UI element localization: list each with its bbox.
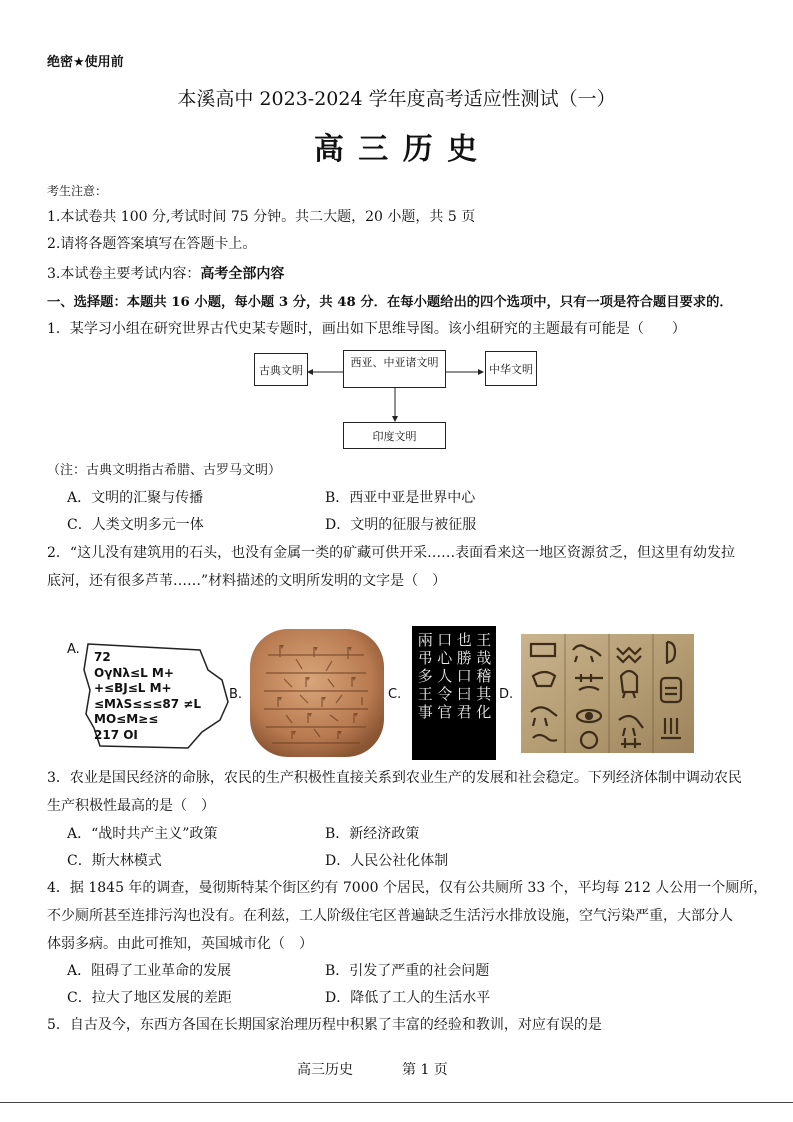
- q1-stem: 1．某学习小组在研究世界古代史某专题时，画出如下思维导图。该小组研究的主题最有可能是（ ）: [47, 321, 686, 337]
- notice-line-3-prefix: 3.本试卷主要考试内容：: [47, 266, 201, 282]
- section-heading: 一、选择题：本题共 16 小题，每小题 3 分，共 48 分．在每小题给出的四个选项中，只有一项是符合题目要求的．: [47, 295, 733, 310]
- q2-image-a-line: ≤MλS≤≤≤87 ≠L: [94, 696, 201, 711]
- footer-page-number: 第 1 页: [402, 1062, 448, 1078]
- q1-note: （注：古典文明指古希腊、古罗马文明）: [47, 463, 282, 478]
- q1-option-a: A．文明的汇聚与传播: [67, 490, 204, 506]
- q4-option-d: D．降低了工人的生活水平: [325, 990, 491, 1006]
- diagram-box-classical: 古典文明: [254, 353, 308, 386]
- notice-line-3-bold: 高考全部内容: [200, 266, 285, 282]
- page-title: 高 三 历 史: [313, 132, 480, 167]
- q3-stem-line-1: 3．农业是国民经济的命脉，农民的生产积极性直接关系到农业生产的发展和社会稳定。下列经济体制中调动农民: [47, 770, 742, 786]
- q2-stem-line-2: 底河，还有很多芦苇……”材料描述的文明所发明的文字是（ ）: [47, 573, 447, 589]
- q4-option-b: B．引发了严重的社会问题: [325, 963, 490, 979]
- q2-image-c-columns: [412, 626, 496, 760]
- diagram-box-china: 中华文明: [485, 351, 537, 386]
- q2-image-a-line: 72: [94, 650, 111, 664]
- q2-image-a-line: +≤BJ≤L M+: [94, 681, 172, 695]
- q3-option-d: D．人民公社化体制: [325, 853, 449, 869]
- q2-image-c-column: 也勝口曰君: [454, 632, 473, 722]
- q3-option-a: A．“战时共产主义”政策: [67, 826, 218, 842]
- q2-image-b-clay-tablet: [244, 625, 389, 761]
- q4-option-a: A．阻碍了工业革命的发展: [67, 963, 232, 979]
- notice-line-3: [47, 264, 284, 284]
- q1-option-c: C．人类文明多元一体: [67, 517, 204, 533]
- q2-image-a-line: 217 OΙ: [94, 727, 138, 742]
- notice-title: 考生注意：: [47, 184, 108, 198]
- q4-option-c: C．拉大了地区发展的差距: [67, 990, 232, 1006]
- q2-label-b: B.: [229, 687, 243, 702]
- q2-image-b-tablet-shape: [244, 625, 389, 761]
- notice-line-1: 1.本试卷共 100 分,考试时间 75 分钟。共二大题，20 小题，共 5 页: [47, 209, 476, 225]
- q2-image-c-column: 口心人令官: [435, 632, 454, 722]
- q3-option-b: B．新经济政策: [325, 826, 420, 842]
- q2-image-a-inscription: [80, 640, 230, 750]
- diagram-box-westasia: 西亚、中亚诸文明: [343, 350, 446, 388]
- q2-image-d-glyphs: [521, 634, 694, 753]
- q4-stem-line-3: 体弱多病。由此可推知，英国城市化（ ）: [47, 936, 313, 952]
- q2-label-a: A.: [67, 642, 80, 657]
- exam-title: 本溪高中 2023-2024 学年度高考适应性测试（一）: [177, 88, 616, 110]
- q2-label-d: D.: [499, 687, 514, 702]
- q2-image-c-rubbing: [412, 626, 496, 760]
- diagram-box-india: 印度文明: [343, 422, 446, 449]
- q2-label-c: C.: [388, 687, 402, 702]
- q4-stem-line-1: 4．据 1845 年的调查，曼彻斯特某个街区约有 7000 个居民，仅有公共厕所 33 个，平均每 212 人公用一个厕所，: [47, 880, 768, 896]
- q1-option-d: D．文明的征服与被征服: [325, 517, 477, 533]
- q2-image-a-line: MO≤M≥≤: [94, 712, 159, 726]
- q2-image-d-hieroglyphs: [521, 634, 694, 753]
- q2-image-c-column: 王哉稽其化: [474, 632, 493, 722]
- q3-stem-line-2: 生产积极性最高的是（ ）: [47, 798, 215, 814]
- footer-divider: [0, 1102, 793, 1103]
- q4-stem-line-2: 不少厕所甚至连排污沟也没有。在利兹，工人阶级住宅区普遍缺乏生活污水排放设施，空气污染严重，大部分人: [47, 908, 733, 924]
- q2-image-c-column: 兩弔多王事: [415, 632, 434, 722]
- q3-option-c: C．斯大林模式: [67, 853, 162, 869]
- footer-subject: 高三历史: [297, 1062, 353, 1078]
- q2-stem-line-1: 2．“这儿没有建筑用的石头，也没有金属一类的矿藏可供开采……表面看来这一地区资源贫乏，但这里有幼发拉: [47, 545, 736, 561]
- secret-label: 绝密★使用前: [47, 55, 124, 70]
- q5-stem: 5．自古及今，东西方各国在长期国家治理历程中积累了丰富的经验和教训，对应有误的是: [47, 1017, 602, 1033]
- q2-image-a-text: [94, 650, 201, 743]
- q2-image-a-line: OγNλ≤L M+: [94, 665, 174, 680]
- q1-option-b: B．西亚中亚是世界中心: [325, 490, 476, 506]
- notice-line-2: 2.请将各题答案填写在答题卡上。: [47, 236, 257, 252]
